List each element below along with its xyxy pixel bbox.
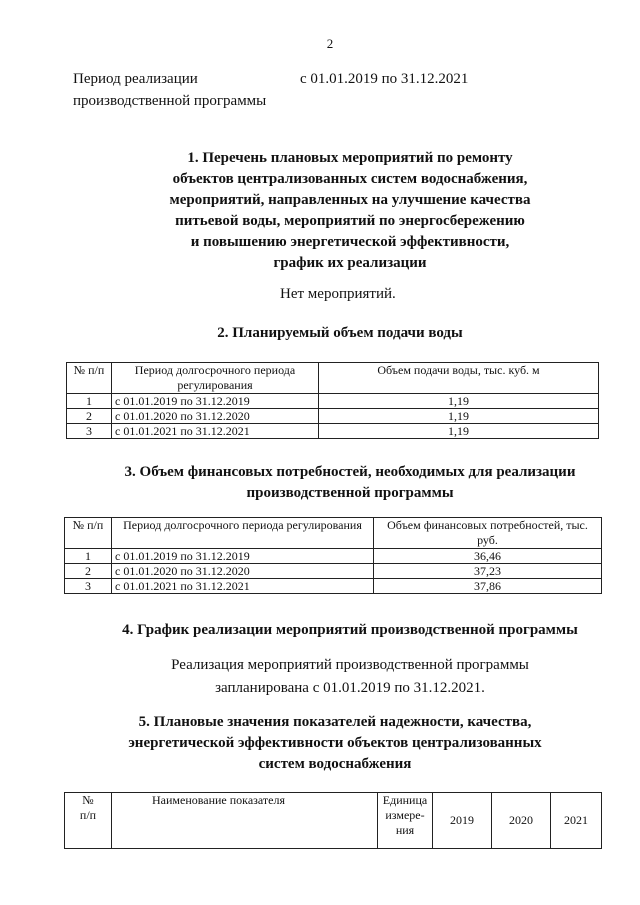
- table-row: [65, 579, 602, 594]
- table-row: [67, 409, 599, 424]
- table-header-unit: [378, 793, 433, 849]
- table-cell: с 01.01.2021 по 31.12.2021: [112, 579, 374, 594]
- table-header-num: № п/п: [67, 363, 112, 394]
- period-value: с 01.01.2019 по 31.12.2021: [300, 71, 469, 87]
- financial-needs-table: [64, 517, 602, 594]
- table-header-volume: Объем подачи воды, тыс. куб. м: [319, 363, 599, 394]
- period-label: [73, 68, 293, 112]
- section3-title-line: 3. Объем финансовых потребностей, необходимых для реализации: [124, 464, 576, 480]
- section1-title-line: мероприятий, направленных на улучшение качества: [169, 192, 531, 208]
- table-header-unit-line: ния: [395, 823, 415, 837]
- table-header-unit-line: измере-: [385, 808, 425, 822]
- table-cell: 2: [67, 409, 112, 424]
- table-cell: с 01.01.2020 по 31.12.2020: [112, 409, 319, 424]
- section5-title: [100, 712, 570, 775]
- table-header-period: Период долгосрочного периода регулирования: [112, 518, 374, 549]
- section4-text-line: Реализация мероприятий производственной программы: [171, 657, 529, 673]
- section1-title: [140, 148, 560, 274]
- section1-note: Нет мероприятий.: [280, 286, 396, 302]
- table-header-num-line: №: [82, 793, 94, 807]
- section4-text-line: запланирована с 01.01.2019 по 31.12.2021.: [215, 680, 485, 696]
- table-row: [65, 549, 602, 564]
- section1-title-line: 1. Перечень плановых мероприятий по ремонту: [187, 150, 513, 166]
- table-header-2019: 2019: [433, 793, 492, 849]
- table-header-num: № п/п: [65, 518, 112, 549]
- section2-title: 2. Планируемый объем подачи воды: [217, 325, 463, 341]
- table-header-finance: Объем финансовых потребностей, тыс. руб.: [374, 518, 602, 549]
- water-supply-table: [66, 362, 599, 439]
- table-row: [67, 424, 599, 439]
- page-number: 2: [326, 36, 334, 51]
- table-cell: с 01.01.2019 по 31.12.2019: [112, 549, 374, 564]
- section3-title: [100, 462, 600, 504]
- section5-title-line: энергетической эффективности объектов централизованных: [128, 735, 542, 751]
- period-label-line2: производственной программы: [73, 93, 267, 109]
- section1-title-line: и повышению энергетической эффективности,: [190, 234, 510, 250]
- table-cell: с 01.01.2020 по 31.12.2020: [112, 564, 374, 579]
- table-header-unit-line: Единица: [382, 793, 428, 807]
- table-cell: 1,19: [319, 424, 599, 439]
- section3-title-line: производственной программы: [246, 485, 454, 501]
- table-header-num: [65, 793, 112, 849]
- table-cell: 1,19: [319, 409, 599, 424]
- table-header-2020: 2020: [492, 793, 551, 849]
- indicators-table: [64, 792, 602, 849]
- table-header-2021: 2021: [551, 793, 602, 849]
- section4-title: 4. График реализации мероприятий производственной программы: [122, 622, 578, 638]
- table-header-period: Период долгосрочного периода регулирования: [112, 363, 319, 394]
- table-row: [67, 394, 599, 409]
- table-cell: 1,19: [319, 394, 599, 409]
- table-cell: 3: [65, 579, 112, 594]
- table-header-num-line: п/п: [79, 808, 97, 822]
- section5-title-line: 5. Плановые значения показателей надежности, качества,: [138, 714, 532, 730]
- section1-title-line: питьевой воды, мероприятий по энергосбережению: [175, 213, 525, 229]
- table-cell: 1: [65, 549, 112, 564]
- table-row: [65, 564, 602, 579]
- table-cell: с 01.01.2019 по 31.12.2019: [112, 394, 319, 409]
- table-cell: 1: [67, 394, 112, 409]
- table-cell: с 01.01.2021 по 31.12.2021: [112, 424, 319, 439]
- table-cell: 3: [67, 424, 112, 439]
- table-header-indicator: Наименование показателя: [112, 793, 378, 849]
- table-cell: 36,46: [374, 549, 602, 564]
- table-cell: 2: [65, 564, 112, 579]
- section4-text: [150, 654, 550, 700]
- section1-title-line: график их реализации: [273, 255, 427, 271]
- table-cell: 37,86: [374, 579, 602, 594]
- section5-title-line: систем водоснабжения: [258, 756, 412, 772]
- section1-title-line: объектов централизованных систем водоснабжения,: [172, 171, 528, 187]
- table-cell: 37,23: [374, 564, 602, 579]
- period-label-line1: Период реализации: [73, 71, 198, 87]
